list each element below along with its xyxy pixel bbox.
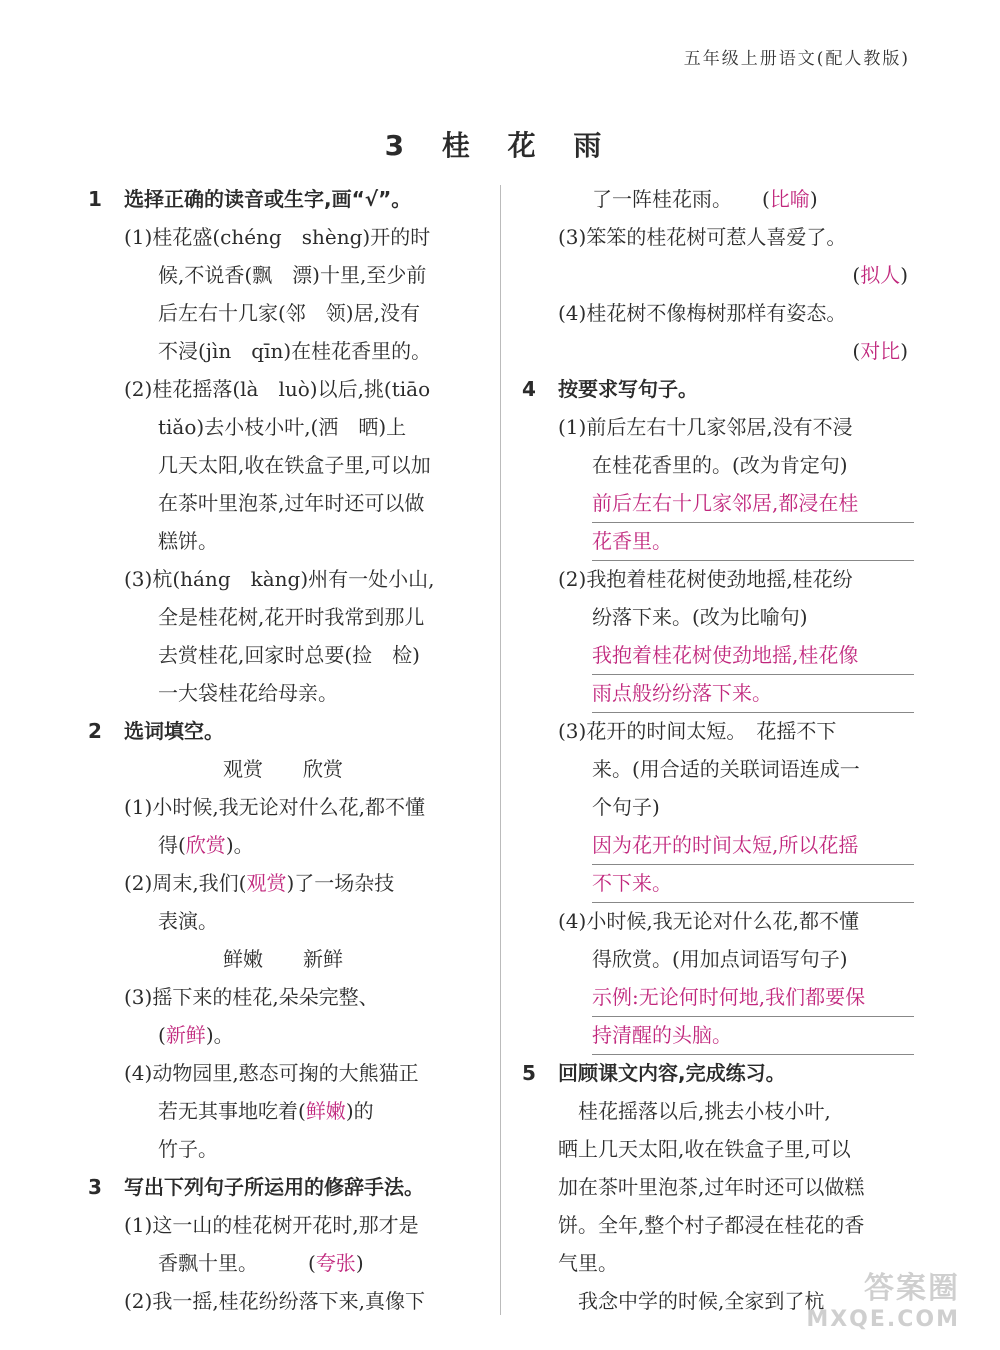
line-text: 几天太阳,收在铁盒子里,可以加 xyxy=(158,453,431,477)
answer-line: 不下来。 xyxy=(592,864,914,903)
text-line xyxy=(88,1054,478,1092)
text-line xyxy=(88,940,478,978)
text-line xyxy=(522,370,914,408)
page-header: 五年级上册语文(配人教版) xyxy=(683,49,910,69)
line-text: 得( xyxy=(158,833,186,857)
line-text: 观赏 欣赏 xyxy=(223,757,343,781)
text-line xyxy=(88,1244,478,1282)
line-text: 按要求写句子。 xyxy=(558,377,698,401)
line-text: ( xyxy=(852,339,861,363)
column-divider xyxy=(500,185,501,1315)
text-line xyxy=(522,1092,914,1130)
text-line xyxy=(522,332,914,370)
line-text: 加在茶叶里泡茶,过年时还可以做糕 xyxy=(558,1175,865,1199)
text-line xyxy=(88,180,478,218)
line-text: (2)桂花摇落(là luò)以后,挑(tiāo xyxy=(124,377,431,401)
text-line xyxy=(522,180,914,218)
line-text: 表演。 xyxy=(158,909,218,933)
line-text: ) xyxy=(355,1251,364,1275)
answer-line: 我抱着桂花树使劲地摇,桂花像 xyxy=(592,636,914,675)
line-text: (4)动物园里,憨态可掬的大熊猫正 xyxy=(124,1061,419,1085)
text-line xyxy=(522,636,914,674)
text-line xyxy=(522,788,914,826)
answer-line: 花香里。 xyxy=(592,522,914,561)
text-line xyxy=(522,446,914,484)
line-text: )的 xyxy=(345,1099,374,1123)
line-text: 饼。全年,整个村子都浸在桂花的香 xyxy=(558,1213,865,1237)
text-line xyxy=(522,522,914,560)
text-line xyxy=(88,1168,478,1206)
text-line xyxy=(88,522,478,560)
line-text: 得欣赏。(用加点词语写句子) xyxy=(592,947,848,971)
line-text: (1)桂花盛(chéng shèng)开的时 xyxy=(124,225,431,249)
answer-line: 持清醒的头脑。 xyxy=(592,1016,914,1055)
line-text: 纷落下来。(改为比喻句) xyxy=(592,605,808,629)
line-text: 选择正确的读音或生字,画“√”。 xyxy=(124,187,412,211)
text-line xyxy=(522,560,914,598)
answer-line: 前后左右十几家邻居,都浸在桂 xyxy=(592,484,914,523)
text-line xyxy=(88,1016,478,1054)
text-line xyxy=(522,674,914,712)
line-text: (1)这一山的桂花树开花时,那才是 xyxy=(124,1213,419,1237)
line-text: 气里。 xyxy=(558,1251,618,1275)
text-line xyxy=(88,1092,478,1130)
text-line xyxy=(522,864,914,902)
line-text: 鲜嫩 新鲜 xyxy=(223,947,343,971)
line-text: 一大袋桂花给母亲。 xyxy=(158,681,338,705)
line-text: 不浸(jìn qīn)在桂花香里的。 xyxy=(158,339,432,363)
text-line xyxy=(88,1206,478,1244)
line-text: ) xyxy=(900,263,908,287)
line-text: 选词填空。 xyxy=(124,719,224,743)
text-line xyxy=(88,864,478,902)
answer-text: 比喻 xyxy=(769,187,810,211)
text-line xyxy=(88,408,478,446)
text-line xyxy=(88,256,478,294)
line-text: )了一场杂技 xyxy=(286,871,395,895)
left-column xyxy=(88,180,478,1320)
line-text: ) xyxy=(809,187,818,211)
line-text: (1)小时候,我无论对什么花,都不懂 xyxy=(124,795,426,819)
line-text: 竹子。 xyxy=(158,1137,218,1161)
answer-line: 雨点般纷纷落下来。 xyxy=(592,674,914,713)
line-text: ( xyxy=(158,1023,166,1047)
line-text: 桂花摇落以后,挑去小枝小叶, xyxy=(558,1099,831,1123)
text-line xyxy=(88,750,478,788)
answer-text: 拟人 xyxy=(860,263,901,287)
text-line xyxy=(522,408,914,446)
text-line xyxy=(522,712,914,750)
line-text: 晒上几天太阳,收在铁盒子里,可以 xyxy=(558,1137,851,1161)
answer-text: 对比 xyxy=(860,339,901,363)
question-number: 1 xyxy=(88,187,102,211)
text-line xyxy=(88,978,478,1016)
text-line xyxy=(522,484,914,522)
answer-text: 欣赏 xyxy=(185,833,226,857)
text-line xyxy=(88,636,478,674)
line-text: (2)周末,我们( xyxy=(124,871,247,895)
text-line xyxy=(88,218,478,256)
text-line xyxy=(88,598,478,636)
text-line xyxy=(522,1016,914,1054)
line-text: 全是桂花树,花开时我常到那儿 xyxy=(158,605,425,629)
line-text: (3)杭(háng kàng)州有一处小山, xyxy=(124,567,435,591)
line-text: (4)桂花树不像梅树那样有姿态。 xyxy=(558,301,847,325)
text-line xyxy=(522,1206,914,1244)
line-text: tiǎo)去小枝小叶,(洒 晒)上 xyxy=(158,415,407,439)
text-line xyxy=(88,332,478,370)
line-text: 候,不说香(飘 漂)十里,至少前 xyxy=(158,263,427,287)
question-number: 4 xyxy=(522,377,536,401)
text-line xyxy=(88,370,478,408)
line-text: 后左右十几家(邻 领)居,没有 xyxy=(158,301,420,325)
text-line xyxy=(522,1168,914,1206)
answer-text: 夸张 xyxy=(315,1251,356,1275)
line-text: (1)前后左右十几家邻居,没有不浸 xyxy=(558,415,853,439)
line-text: (4)小时候,我无论对什么花,都不懂 xyxy=(558,909,860,933)
line-text: 若无其事地吃着( xyxy=(158,1099,306,1123)
text-line xyxy=(522,1130,914,1168)
line-text: (2)我一摇,桂花纷纷落下来,真像下 xyxy=(124,1289,426,1313)
text-line xyxy=(88,294,478,332)
question-number: 3 xyxy=(88,1175,102,1199)
text-line xyxy=(88,1130,478,1168)
text-line xyxy=(522,598,914,636)
line-text: (3)笨笨的桂花树可惹人喜爱了。 xyxy=(558,225,847,249)
text-line xyxy=(522,940,914,978)
answer-line: 示例:无论何时何地,我们都要保 xyxy=(592,978,914,1017)
text-line xyxy=(522,294,914,332)
lesson-title: 3 桂 花 雨 xyxy=(384,129,616,162)
answer-line: 因为花开的时间太短,所以花摇 xyxy=(592,826,914,865)
answer-text: 新鲜 xyxy=(165,1023,206,1047)
question-number: 5 xyxy=(522,1061,536,1085)
line-text: 回顾课文内容,完成练习。 xyxy=(558,1061,786,1085)
line-text: 个句子) xyxy=(592,795,660,819)
watermark-text: 答案圈 xyxy=(864,1271,960,1306)
line-text: 在茶叶里泡茶,过年时还可以做 xyxy=(158,491,425,515)
question-number: 2 xyxy=(88,719,102,743)
line-text: (3)花开的时间太短。 花摇不下 xyxy=(558,719,837,743)
text-line xyxy=(522,218,914,256)
text-line xyxy=(88,712,478,750)
text-line xyxy=(88,788,478,826)
watermark-logo xyxy=(806,1263,960,1332)
text-line xyxy=(522,750,914,788)
text-line xyxy=(88,902,478,940)
line-text: )。 xyxy=(205,1023,234,1047)
watermark-url: MXQE.COM xyxy=(806,1307,960,1332)
text-line xyxy=(88,1282,478,1320)
text-line xyxy=(522,256,914,294)
line-text: ) xyxy=(900,339,908,363)
line-text: 去赏桂花,回家时总要(捡 检) xyxy=(158,643,420,667)
text-line xyxy=(522,902,914,940)
answer-text: 鲜嫩 xyxy=(305,1099,346,1123)
line-text: ( xyxy=(852,263,861,287)
text-line xyxy=(88,446,478,484)
text-line xyxy=(88,560,478,598)
line-text: 在桂花香里的。(改为肯定句) xyxy=(592,453,848,477)
line-text: 了一阵桂花雨。 ( xyxy=(592,187,770,211)
line-text: 来。(用合适的关联词语连成一 xyxy=(592,757,860,781)
text-line xyxy=(522,1054,914,1092)
text-line xyxy=(522,978,914,1016)
text-line xyxy=(88,674,478,712)
line-text: 糕饼。 xyxy=(158,529,218,553)
line-text: 香飘十里。 ( xyxy=(158,1251,316,1275)
line-text: (3)摇下来的桂花,朵朵完整、 xyxy=(124,985,379,1009)
right-column xyxy=(522,180,914,1320)
text-line xyxy=(522,826,914,864)
text-line xyxy=(88,484,478,522)
text-line xyxy=(88,826,478,864)
answer-text: 观赏 xyxy=(246,871,287,895)
line-text: (2)我抱着桂花树使劲地摇,桂花纷 xyxy=(558,567,853,591)
line-text: 我念中学的时候,全家到了杭 xyxy=(558,1289,825,1313)
line-text: 写出下列句子所运用的修辞手法。 xyxy=(124,1175,424,1199)
line-text: )。 xyxy=(225,833,254,857)
